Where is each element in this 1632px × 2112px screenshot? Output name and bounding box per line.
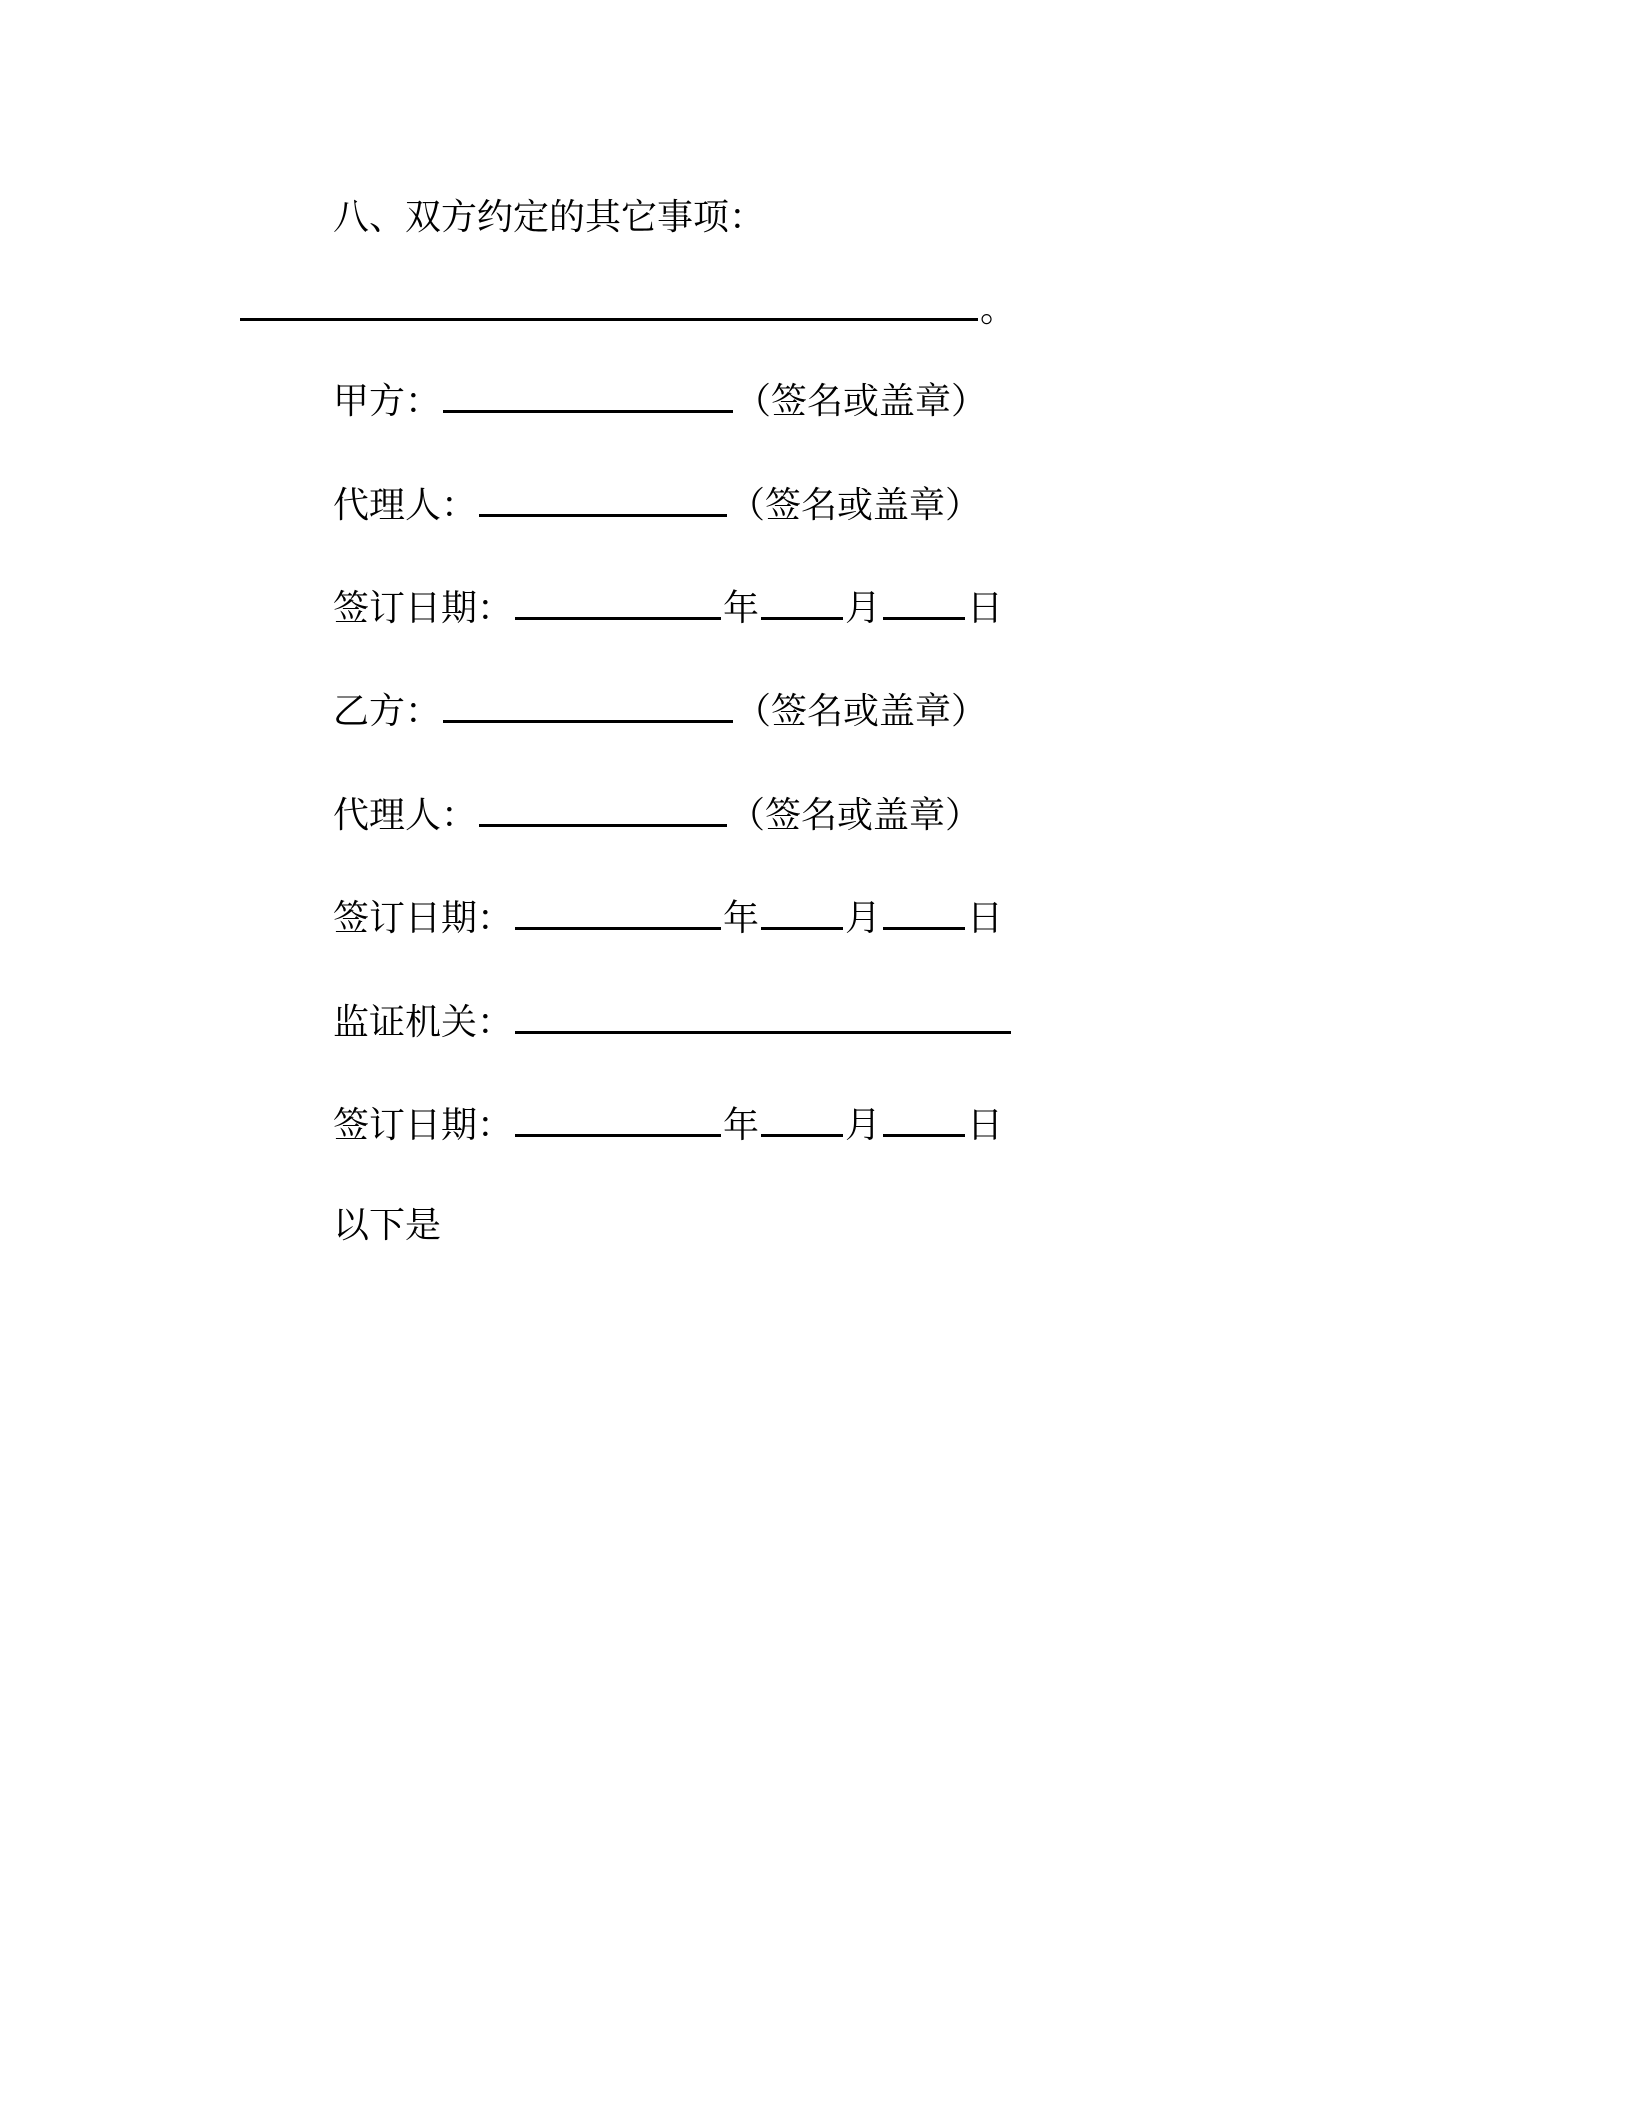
year-label: 年 (723, 898, 760, 939)
authority-date-line (333, 1100, 1003, 1149)
party-b-line (333, 686, 987, 735)
party-b-day-blank[interactable] (883, 893, 965, 930)
party-b-agent-sign-note: （签名或盖章） (729, 795, 982, 836)
party-a-label: 甲方： (333, 381, 442, 422)
party-a-agent-line (333, 480, 981, 529)
day-label: 日 (967, 898, 1004, 939)
authority-label: 监证机关： (333, 1002, 514, 1043)
day-label: 日 (967, 588, 1004, 629)
party-b-sign-note: （签名或盖章） (735, 691, 988, 732)
authority-blank[interactable] (515, 997, 1011, 1034)
month-label: 月 (845, 898, 882, 939)
month-label: 月 (845, 588, 882, 629)
party-b-date-label: 签订日期： (333, 898, 514, 939)
day-label: 日 (967, 1105, 1004, 1146)
other-matters-blank[interactable] (240, 284, 978, 321)
party-a-date-label: 签订日期： (333, 588, 514, 629)
party-b-label: 乙方： (333, 691, 442, 732)
party-b-blank[interactable] (443, 686, 733, 723)
party-b-agent-blank[interactable] (479, 790, 727, 827)
party-a-sign-note: （签名或盖章） (735, 381, 988, 422)
party-a-line (333, 376, 987, 425)
authority-date-label: 签订日期： (333, 1105, 514, 1146)
section-heading (333, 195, 765, 241)
party-a-agent-label: 代理人： (333, 485, 478, 526)
party-b-agent-label: 代理人： (333, 795, 478, 836)
party-b-month-blank[interactable] (761, 893, 843, 930)
party-b-year-blank[interactable] (515, 893, 721, 930)
month-label: 月 (845, 1105, 882, 1146)
closing-text: 以下是 (333, 1205, 442, 1246)
authority-month-blank[interactable] (761, 1100, 843, 1137)
party-a-blank[interactable] (443, 376, 733, 413)
section-heading-text: 八、双方约定的其它事项： (333, 197, 766, 238)
year-label: 年 (723, 1105, 760, 1146)
party-b-date-line (333, 893, 1003, 942)
party-a-month-blank[interactable] (761, 583, 843, 620)
other-matters-period: 。 (980, 289, 1017, 330)
other-matters-line (238, 284, 1016, 333)
authority-year-blank[interactable] (515, 1100, 721, 1137)
party-a-date-line (333, 583, 1003, 632)
party-a-year-blank[interactable] (515, 583, 721, 620)
closing-line (333, 1203, 441, 1249)
party-b-agent-line (333, 790, 981, 839)
authority-line (333, 997, 1013, 1046)
year-label: 年 (723, 588, 760, 629)
party-a-agent-sign-note: （签名或盖章） (729, 485, 982, 526)
authority-day-blank[interactable] (883, 1100, 965, 1137)
party-a-agent-blank[interactable] (479, 480, 727, 517)
party-a-day-blank[interactable] (883, 583, 965, 620)
